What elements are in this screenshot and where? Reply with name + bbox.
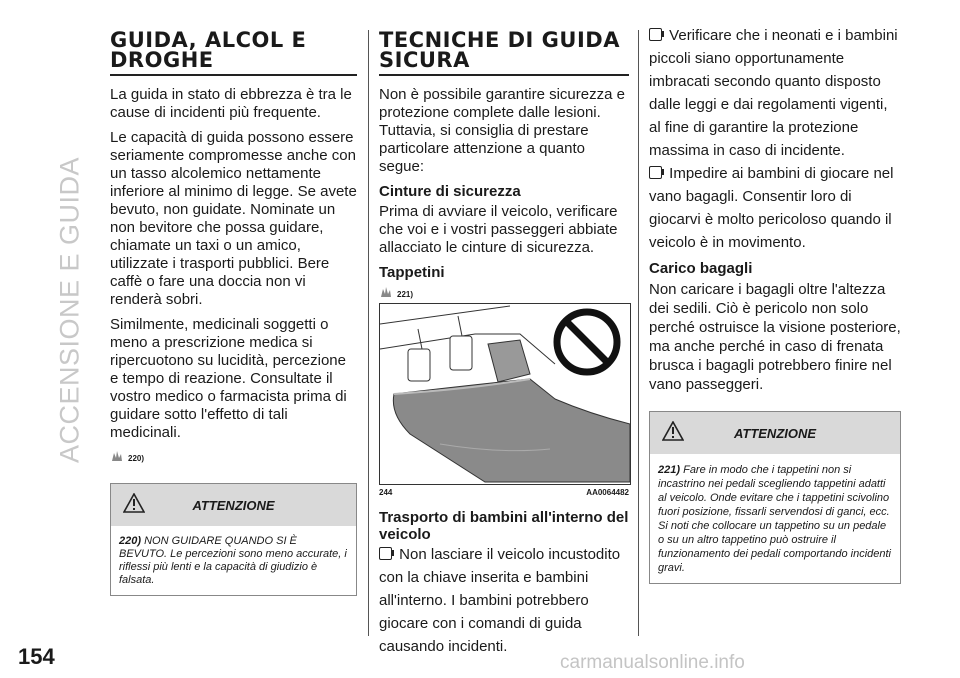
paragraph: Non è possibile garantire sicurezza e protezione complete dalle lesioni. Tuttavia, si consiglia di prestare particolare attenzione a quanto segue: (379, 86, 625, 175)
paragraph: Prima di avviare il veicolo, verificare che voi e i vostri passeggeri abbiate allacciato le cinture di sicurezza. (379, 203, 618, 256)
warning-hand-icon (110, 449, 124, 463)
paragraph: Non caricare i bagagli oltre l'altezza dei sedili. Ciò è pericolo non solo perché ostruisce la visione posteriore, ma anche perché in caso di frenata brusca i bagagli potrebbero finire nel vano passeggeri. (649, 281, 901, 393)
bullet-list (379, 543, 629, 658)
section-side-title-text: ACCENSIONE E GUIDA (54, 156, 85, 464)
warning-triangle-icon (662, 421, 684, 441)
bullet-item (649, 24, 901, 162)
warning-reference (110, 449, 357, 463)
bullet-icon (649, 28, 662, 41)
column-divider-1 (368, 30, 369, 636)
bullet-item (649, 162, 901, 254)
column-divider-2 (638, 30, 639, 636)
warning-number: 220) (119, 535, 142, 547)
figure-number: 244 (379, 488, 393, 497)
pedal-right-icon (450, 316, 472, 370)
warning-reference-number: 220) (128, 454, 145, 463)
warning-text: Fare in modo che i tappetini non si incastrino nei pedali scegliendo tappetini adatti al veicolo. Onde evitare che i tappetini scivolino fuori posizione, fissarli servendosi di ganci, ecc. Si noti che collocare un tappetino su un pedale o su un altro tappetino può ostruire il funzionamento dei pedali comportando incidenti gravi. (658, 464, 891, 574)
figure-caption (379, 488, 629, 497)
heading-tecniche-guida-sicura: TECNICHE DI GUIDA SICURA (379, 30, 629, 76)
warning-box (649, 411, 901, 584)
warning-box (110, 483, 357, 596)
paragraph: Le capacità di guida possono essere seriamente compromesse anche con un tasso alcolemico nettamente inferiore al minimo di legge. Se avete bevuto, non guidate. Nominate un non bevitore che possa guidare, chiamate un taxi o un amico, utilizzate i trasporti pubblici. Bere caffè o fare una doccia non vi renderà sobri. (110, 129, 357, 308)
warning-header (111, 484, 356, 526)
warning-body (111, 526, 356, 595)
figure-code: AA0064482 (586, 488, 629, 497)
warning-reference-number: 221) (397, 290, 414, 299)
bullet-text: Impedire ai bambini di giocare nel vano bagagli. Consentir loro di giocarvi è molto pericoloso quando il veicolo è in movimento. (649, 165, 894, 251)
section-side-title (40, 30, 100, 590)
heading-carico-bagagli: Carico bagagli (649, 260, 753, 277)
heading-guida-alcol-droghe: GUIDA, ALCOL E DROGHE (110, 30, 357, 76)
watermark: carmanualsonline.info (560, 652, 745, 673)
bullet-icon (379, 547, 392, 560)
pedal-left-icon (408, 329, 430, 381)
warning-triangle-icon (123, 493, 145, 513)
warning-header (650, 412, 900, 454)
bullet-text: Non lasciare il veicolo incustodito con la chiave inserita e bambini all'interno. I bambini potrebbero giocare con i comandi di guida causando incidenti. (379, 546, 621, 655)
warning-reference (379, 285, 629, 299)
warning-title: ATTENZIONE (733, 425, 817, 441)
floor-mat-figure (379, 303, 631, 485)
warning-text: NON GUIDARE QUANDO SI È BEVUTO. Le percezioni sono meno accurate, i riflessi più lenti e la capacità di giudizio è falsata. (119, 535, 347, 586)
paragraph: La guida in stato di ebbrezza è tra le cause di incidenti più frequente. (110, 86, 352, 121)
warning-hand-icon (379, 285, 393, 299)
column-1 (110, 28, 357, 596)
warning-number: 221) (658, 464, 681, 476)
warning-body (650, 454, 900, 583)
heading-cinture: Cinture di sicurezza (379, 183, 521, 200)
column-3 (649, 24, 901, 584)
page-number: 154 (18, 644, 55, 669)
warning-title: ATTENZIONE (192, 497, 275, 513)
bullet-text: Verificare che i neonati e i bambini piccoli siano opportunamente imbracati secondo quanto disposto dalle leggi e dai regolamenti vigenti, al fine di garantire la protezione massima in caso di incidente. (649, 27, 898, 159)
prohibited-icon (557, 312, 617, 372)
bullet-icon (649, 166, 662, 179)
paragraph: Similmente, medicinali soggetti o meno a prescrizione medica si ripercuotono su lucidità, percezione e tempo di reazione. Consultate il vostro medico o farmacista prima di guidare sotto l'effetto di tali medicinali. (110, 316, 347, 441)
heading-trasporto-bambini: Trasporto di bambini all'interno del veicolo (379, 509, 629, 543)
floor-mat-illustration (380, 304, 630, 484)
heading-tappetini: Tappetini (379, 264, 445, 281)
column-2 (379, 28, 629, 658)
bullet-item (379, 543, 629, 658)
